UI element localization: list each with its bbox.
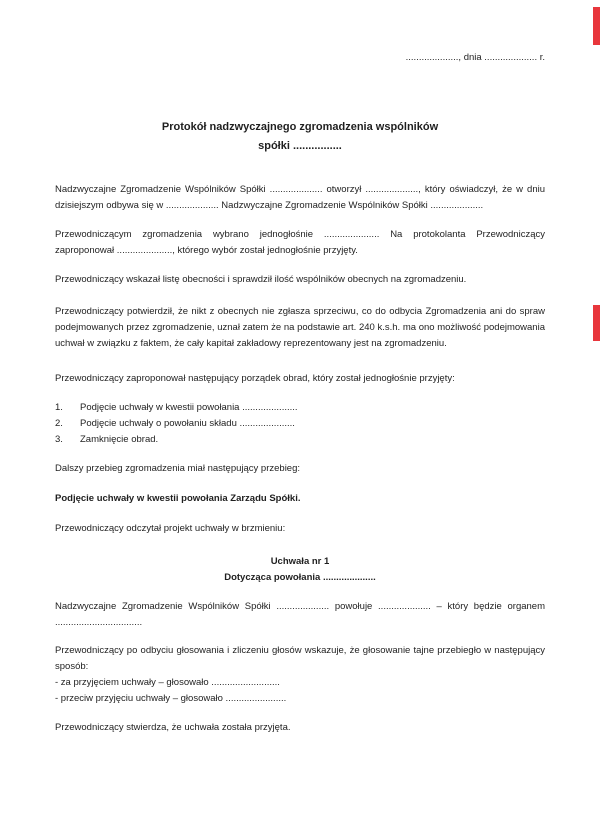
paragraph-opening: Nadzwyczajne Zgromadzenie Wspólników Spółki .................... otworzył ...................., który oświadczył, że w dniu dzisiejszym odbywa się w .................... Nadzwyczajne Zgromadzenie Wspólników Spółki .................... bbox=[55, 184, 545, 211]
resolution-title: Uchwała nr 1 bbox=[270, 556, 330, 567]
resolution-title-block bbox=[55, 554, 545, 586]
voting-results-block bbox=[55, 643, 545, 707]
agenda-item-3 bbox=[55, 432, 545, 448]
paragraph-read-draft: Przewodniczący odczytał projekt uchwały w brzmieniu: bbox=[55, 523, 286, 534]
paragraph-agenda-intro: Przewodniczący zaproponował następujący porządek obrad, który został jednogłośnie przyjęty: bbox=[55, 373, 455, 384]
agenda-list bbox=[55, 400, 545, 448]
paragraph-resolution-heading: Podjęcie uchwały w kwestii powołania Zarządu Spółki. bbox=[55, 493, 301, 504]
paragraph-resolution-adopted: Przewodniczący stwierdza, że uchwała została przyjęta. bbox=[55, 722, 291, 733]
agenda-item-text: Zamknięcie obrad. bbox=[80, 434, 159, 445]
agenda-item-text: Podjęcie uchwały o powołaniu składu ..................... bbox=[80, 418, 295, 429]
agenda-item-text: Podjęcie uchwały w kwestii powołania ..................... bbox=[80, 402, 298, 413]
agenda-item-number: 3. bbox=[55, 434, 63, 445]
date-placeholder-line: ...................., dnia .................... r. bbox=[405, 52, 545, 63]
agenda-item-2 bbox=[55, 416, 545, 432]
resolution-subtitle: Dotycząca powołania .................... bbox=[224, 572, 376, 583]
document-title-line1: Protokół nadzwyczajnego zgromadzenia wspólników bbox=[161, 121, 439, 133]
agenda-item-number: 2. bbox=[55, 418, 63, 429]
paragraph-voting-intro: Przewodniczący po odbyciu głosowania i zliczeniu głosów wskazuje, że głosowanie tajne przebiegło w następujący sposób: bbox=[55, 645, 545, 672]
document-body bbox=[55, 182, 545, 736]
red-edge-marker-middle bbox=[593, 305, 600, 341]
vote-for-line: - za przyjęciem uchwały – głosowało .......................... bbox=[55, 677, 280, 688]
paragraph-further-course: Dalszy przebieg zgromadzenia miał następujący przebieg: bbox=[55, 463, 301, 474]
paragraph-chairman-election: Przewodniczącym zgromadzenia wybrano jednogłośnie ..................... Na protokolanta Przewodniczący zaproponował ....................., którego wybór został jednogłośnie przyjęty. bbox=[55, 229, 545, 256]
document-title bbox=[55, 118, 545, 156]
paragraph-attendance-check: Przewodniczący wskazał listę obecności i sprawdził ilość wspólników obecnych na zgromadzeniu. bbox=[55, 274, 467, 285]
red-edge-marker-top bbox=[593, 7, 600, 45]
paragraph-no-objection: Przewodniczący potwierdził, że nikt z obecnych nie zgłasza sprzeciwu, co do odbycia Zgromadzenia ani do spraw podejmowanych przez zgromadzenie, uznał zatem że na podstawie art. 240 k.s.h. ma ono możliwość podejmowania uchwał w związku z faktem, że cały kapitał zakładowy reprezentowany jest na zgromadzeniu. bbox=[55, 306, 545, 349]
vote-against-line: - przeciw przyjęciu uchwały – głosowało ....................... bbox=[55, 693, 287, 704]
agenda-item-number: 1. bbox=[55, 402, 63, 413]
agenda-item-1 bbox=[55, 400, 545, 416]
paragraph-appointment: Nadzwyczajne Zgromadzenie Wspólników Spółki .................... powołuje .................... – który będzie organem ................................. bbox=[55, 601, 545, 628]
document-title-line2: spółki ................ bbox=[258, 140, 342, 152]
